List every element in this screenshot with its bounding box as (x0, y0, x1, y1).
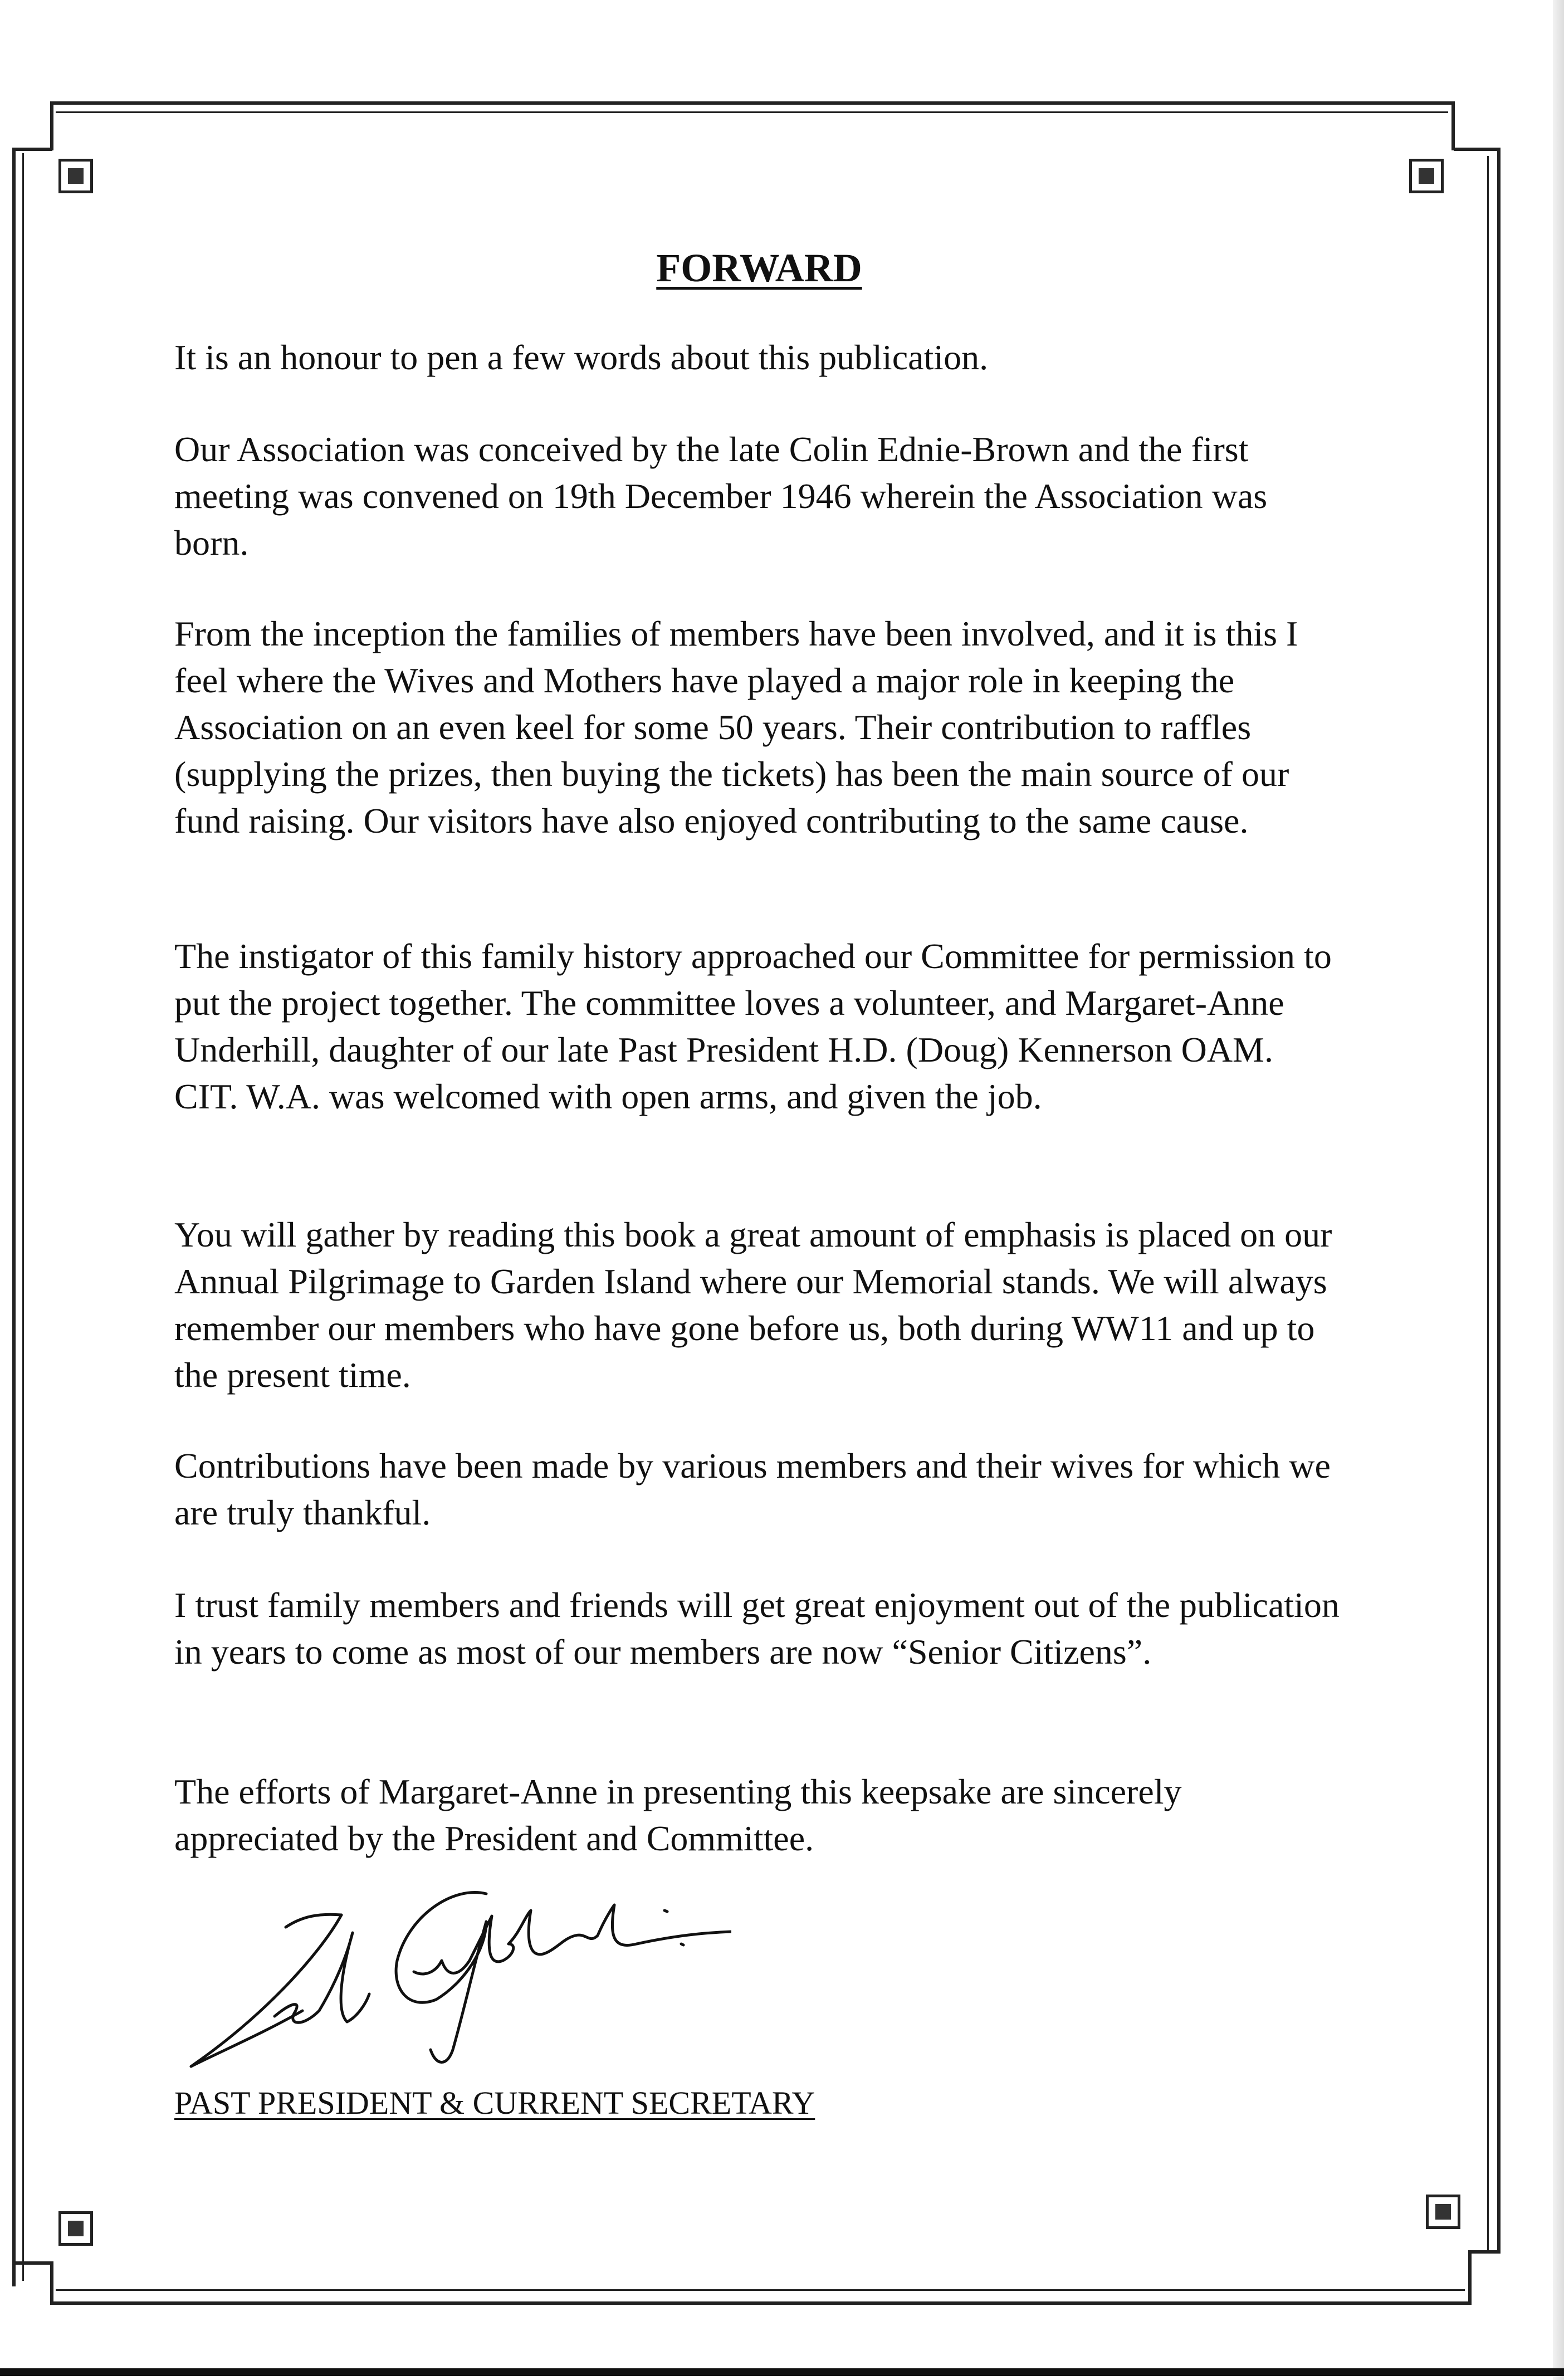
frame-left-inner-line (22, 153, 24, 2281)
frame-notch-tl-v (50, 101, 53, 150)
corner-ornament-fill (1435, 2204, 1451, 2220)
paragraph-7: I trust family members and friends will get great enjoyment out of the publication in years to come as most of our members are now “Senior Citizens”. (174, 1585, 1340, 1672)
corner-ornament-fill (68, 2221, 84, 2236)
corner-ornament-bottom-right (1426, 2195, 1460, 2229)
corner-ornament-top-right (1409, 159, 1444, 193)
frame-top-inner-line (56, 111, 1448, 113)
paragraph-4: The instigator of this family history approached our Committee for permission to put the project together. The committee loves a volunteer, and Margaret-Anne Underhill, daughter of our late Past President H.D. (Doug) Kennerson OAM. CIT. W.A. was welcomed with open arms, and given the job. (174, 936, 1332, 1116)
frame-right-line (1497, 148, 1501, 2253)
corner-ornament-bottom-left (58, 2211, 93, 2246)
paragraph-2: Our Association was conceived by the late Colin Ednie-Brown and the first meeting was convened on 19th December 1946 wherein the Association was born. (174, 429, 1268, 563)
paragraph-3: From the inception the families of members have been involved, and it is this I feel where the Wives and Mothers have played a major role in keeping the Association on an even keel for some 50 years. Their contribution to raffles (supplying the prizes, then buying the tickets) has been the main source of our fund raising. Our visitors have also enjoyed contributing to the same cause. (174, 614, 1298, 840)
frame-notch-br-h (1468, 2250, 1501, 2254)
paragraph-5: You will gather by reading this book a great amount of emphasis is placed on our Annual Pilgrimage to Garden Island where our Memorial stands. We will always remember our members who have gone before us, both during WW11 and up to the present time. (174, 1215, 1332, 1395)
frame-notch-bl-v (50, 2261, 53, 2305)
frame-bottom-inner-line (56, 2289, 1465, 2291)
corner-ornament-fill (68, 168, 84, 184)
handwritten-signature (174, 1883, 731, 2078)
frame-notch-br-v (1468, 2250, 1472, 2305)
frame-notch-tr-v (1451, 101, 1455, 150)
paragraph-1: It is an honour to pen a few words about this publication. (174, 338, 989, 377)
corner-ornament-fill (1419, 168, 1434, 184)
signoff-title: PAST PRESIDENT & CURRENT SECRETARY (174, 2085, 815, 2121)
frame-left-line (12, 148, 16, 2286)
frame-notch-bl-h (12, 2261, 52, 2265)
paragraph-6: Contributions have been made by various members and their wives for which we are truly thankful. (174, 1446, 1331, 1532)
paragraph-8: The efforts of Margaret-Anne in presenting this keepsake are sincerely appreciated by the President and Committee. (174, 1772, 1182, 1858)
frame-top-line (50, 101, 1454, 105)
frame-notch-tr-h (1454, 148, 1501, 151)
scan-edge-shadow (1553, 0, 1564, 2380)
document-title: FORWARD (656, 246, 862, 290)
frame-right-inner-line (1487, 156, 1489, 2250)
frame-notch-tl-h (12, 148, 52, 151)
scan-bottom-edge (0, 2368, 1564, 2376)
frame-bottom-line (50, 2301, 1470, 2305)
corner-ornament-top-left (58, 159, 93, 193)
